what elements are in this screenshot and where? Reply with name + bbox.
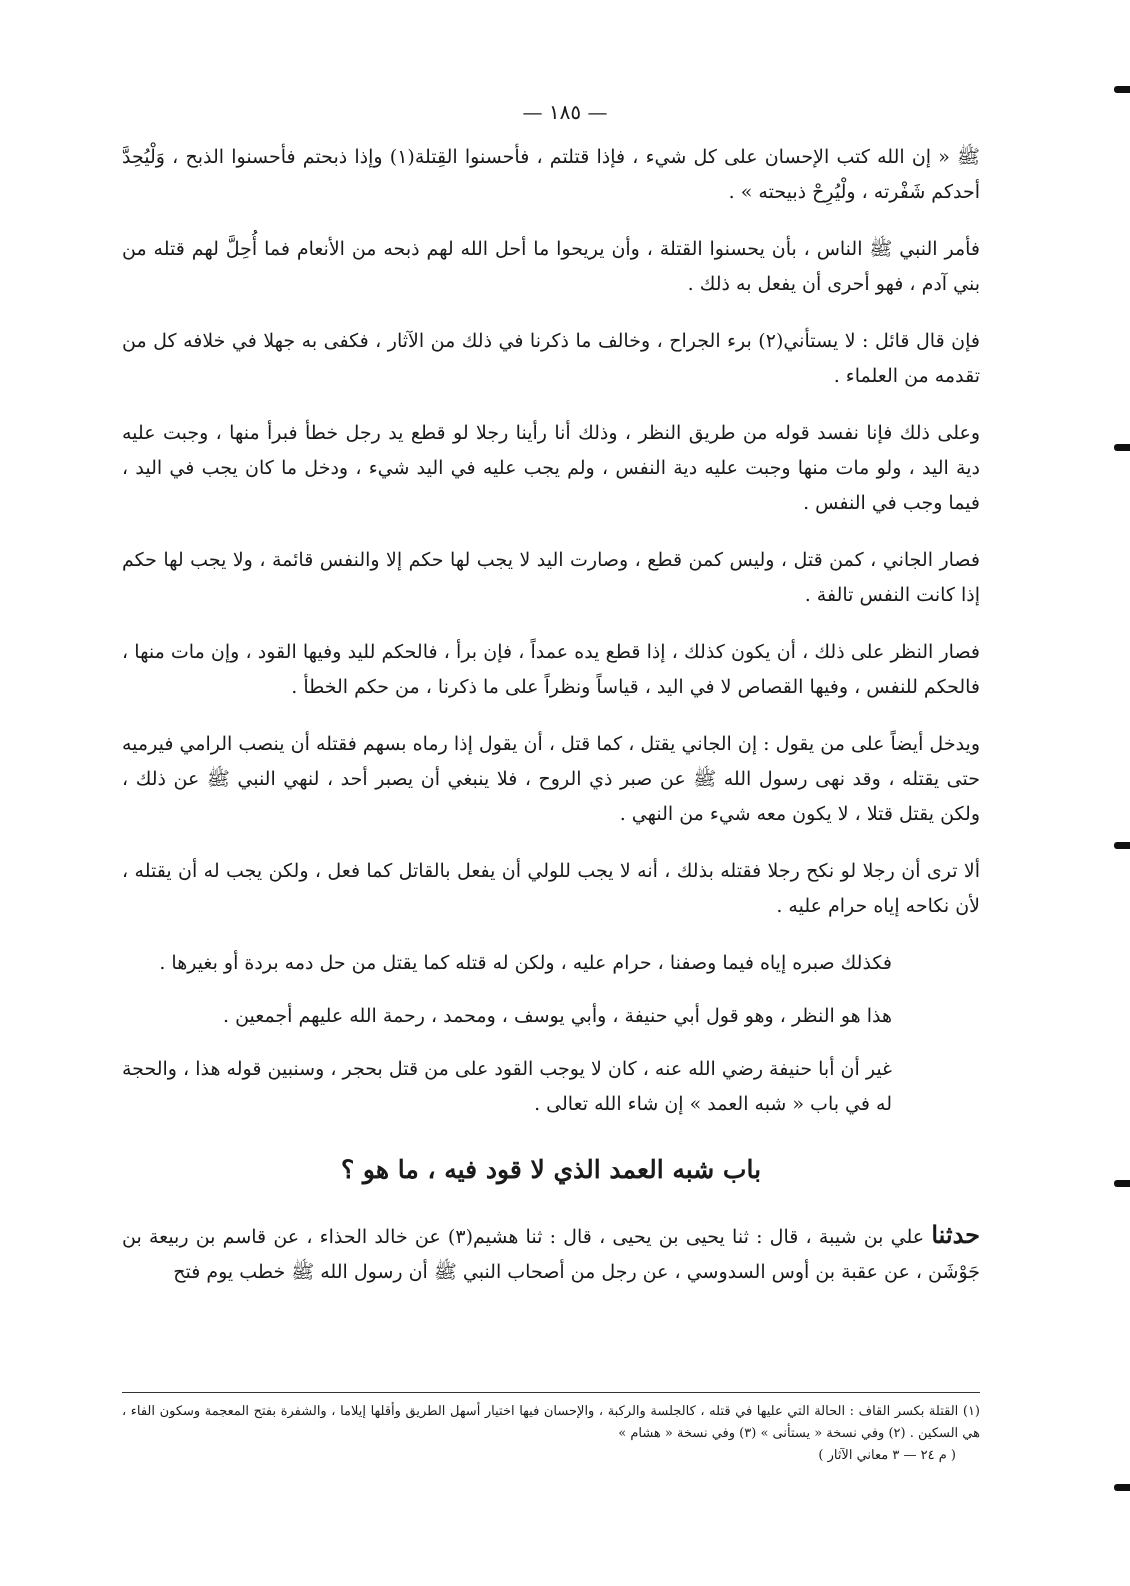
paragraph: ويدخل أيضاً على من يقول : إن الجاني يقتل ، كما قتل ، أن يقول إذا رماه بسهم فقتله أن ينصب الرامي فيرميه حتى يقتله ، وقد نهى رسول الله ﷺ عن صبر ذي الروح ، فلا ينبغي أن يصبر أحد ، لنهي النبي ﷺ عن ذلك ، ولكن يقتل قتلا ، لا يكون معه شيء من النهي . [122,733,980,825]
hadith-text: علي بن شيبة ، قال : ثنا يحيى بن يحيى ، قال : ثنا هشيم(٣) عن خالد الحذاء ، عن قاسم بن ربيعة بن جَوْشَن ، عن عقبة بن أوس السدوسي ، عن رجل من أصحاب النبي ﷺ أن رسول الله ﷺ خطب يوم فتح [122,1226,980,1283]
paragraph: فصار النظر على ذلك ، أن يكون كذلك ، إذا قطع يده عمداً ، فإن برأ ، فالحكم لليد وفيها القود ، وإن مات منها ، فالحكم للنفس ، وفيها القصاص لا في اليد ، قياساً ونظراً على ما ذكرنا ، من حكم الخطأ . [122,641,980,698]
edge-mark [1114,842,1130,849]
edge-mark [1114,1180,1130,1187]
footnote-divider [122,1392,980,1393]
paragraph: فإن قال قائل : لا يستأني(٢) برء الجراح ، وخالف ما ذكرنا في ذلك من الآثار ، فكفى به جهلا في خلافه كل من تقدمه من العلماء . [122,330,980,387]
edge-mark [1114,86,1130,93]
hadith-paragraph [122,1217,980,1290]
footnotes [122,1392,980,1467]
paragraph: ﷺ « إن الله كتب الإحسان على كل شيء ، فإذا قتلتم ، فأحسنوا القِتلة(١) وإذا ذبحتم فأحسنوا الذبح ، وَلْيُحِدَّ أحدكم شَفْرته ، ولْيُرِحْ ذبيحته » . [122,146,981,203]
paragraph: وعلى ذلك فإنا نفسد قوله من طريق النظر ، وذلك أنا رأينا رجلا لو قطع يد رجل خطأ فبرأ منها ، وجبت عليه دية اليد ، ولو مات منها وجبت عليه دية النفس ، ولم يجب عليه في اليد شيء ، ودخل ما كان يجب في اليد ، فيما وجب في النفس . [122,422,980,514]
indented-paragraph: غير أن أبا حنيفة رضي الله عنه ، كان لا يوجب القود على من قتل بحجر ، وسنبين قوله هذا ، والحجة له في باب « شبه العمد » إن شاء الله تعالى . [122,1058,892,1115]
paragraph: فأمر النبي ﷺ الناس ، بأن يحسنوا القتلة ، وأن يريحوا ما أحل الله لهم ذبحه من الأنعام فما أُحِلَّ لهم قتله من بني آدم ، فهو أحرى أن يفعل به ذلك . [122,238,980,295]
indented-paragraph: هذا هو النظر ، وهو قول أبي حنيفة ، وأبي يوسف ، ومحمد ، رحمة الله عليهم أجمعين . [223,1005,892,1027]
indented-paragraph: فكذلك صبره إياه فيما وصفنا ، حرام عليه ، ولكن له قتله كما يقتل من حل دمه بردة أو بغيرها . [159,952,892,974]
hadith-opening-word: حدثنا [931,1220,981,1249]
edge-mark [1114,444,1130,451]
edge-mark [1114,1484,1130,1491]
footnote: (١) القتلة بكسر القاف : الحالة التي عليها في قتله ، كالجلسة والركبة ، والإحسان فيها اختيار أسهل الطريق وأقلها إيلاما ، والشفرة بفتح المعجمة وسكون الفاء ، هي السكين . (٢) وفي نسخة « يستأنى » (٣) وفي نسخة « هشام » [122,1404,980,1441]
page-number: — ١٨٥ — [522,100,608,124]
paragraph: فصار الجاني ، كمن قتل ، وليس كمن قطع ، وصارت اليد لا يجب لها حكم إلا والنفس قائمة ، ولا يجب لها حكم إذا كانت النفس تالفة . [122,549,980,606]
signature-line: ( م ٢٤ — ٣ معاني الآثار ) [818,1448,956,1463]
body-text [122,140,980,1312]
section-heading: باب شبه العمد الذي لا قود فيه ، ما هو ؟ [340,1155,762,1184]
paragraph: ألا ترى أن رجلا لو نكح رجلا فقتله بذلك ، أنه لا يجب للولي أن يفعل بالقاتل كما فعل ، ولكن يجب له أن يقتله ، لأن نكاحه إياه حرام عليه . [122,860,980,917]
